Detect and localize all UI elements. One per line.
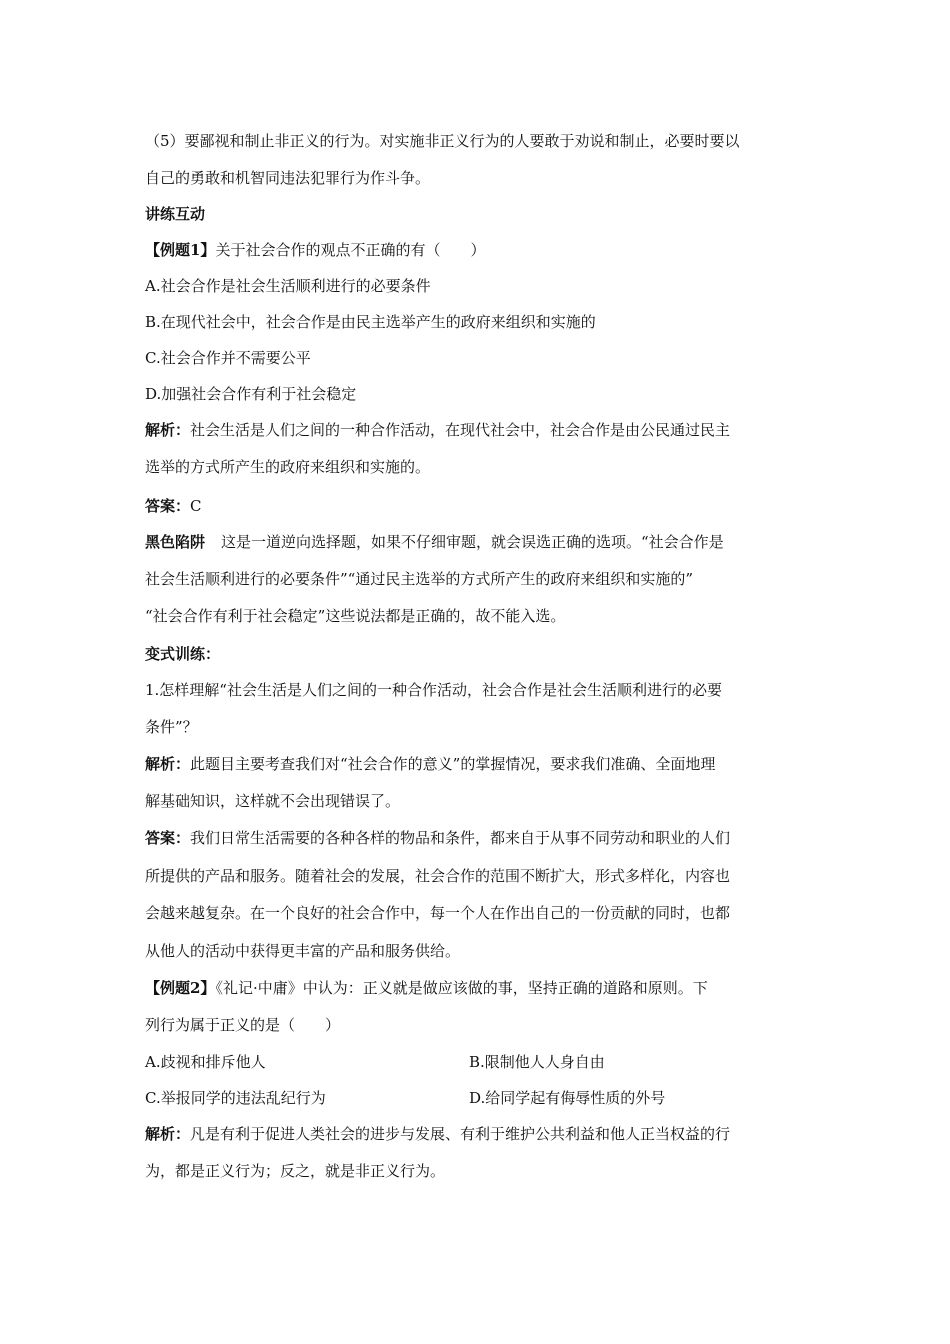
example1-answer	[145, 495, 202, 517]
example1-answer-label: 答案：	[145, 497, 191, 515]
variant-answer-label: 答案：	[145, 829, 191, 847]
example1-option-b: B.在现代社会中，社会合作是由民主选举产生的政府来组织和实施的	[145, 313, 596, 331]
variant-answer-text1: 我们日常生活需要的各种各样的物品和条件，都来自于从事不同劳动和职业的人们	[190, 829, 731, 847]
example1-answer-value: C	[190, 497, 202, 515]
item5-line1: （5）要鄙视和制止非正义的行为。对实施非正义行为的人要敢于劝说和制止，必要时要以	[145, 132, 740, 150]
variant-analysis-line2: 解基础知识，这样就不会出现错误了。	[145, 792, 401, 810]
example1-analysis-line1	[145, 419, 730, 441]
variant-analysis-text1: 此题目主要考查我们对“社会合作的意义”的掌握情况，要求我们准确、全面地理	[190, 755, 716, 773]
trap-line1	[145, 531, 724, 553]
example1-option-c: C.社会合作并不需要公平	[145, 349, 311, 367]
example2-analysis-line2: 为，都是正义行为；反之，就是非正义行为。	[145, 1162, 446, 1180]
example2-analysis-line1	[145, 1123, 730, 1145]
variant-answer-line1	[145, 827, 730, 849]
variant-answer-line2: 所提供的产品和服务。随着社会的发展，社会合作的范围不断扩大，形式多样化，内容也	[145, 867, 731, 885]
variant-answer-line4: 从他人的活动中获得更丰富的产品和服务供给。	[145, 942, 461, 960]
example2-option-c: C.举报同学的违法乱纪行为	[145, 1089, 326, 1107]
example2-option-b: B.限制他人人身自由	[469, 1053, 605, 1071]
item5-line2: 自己的勇敢和机智同违法犯罪行为作斗争。	[145, 169, 431, 187]
example2-analysis-text1: 凡是有利于促进人类社会的进步与发展、有利于维护公共利益和他人正当权益的行	[190, 1125, 731, 1143]
example2-question-text1: 《礼记·中庸》中认为：正义就是做应该做的事，坚持正确的道路和原则。下	[215, 979, 708, 997]
example2-label: 【例题2】	[145, 979, 216, 997]
section-title: 讲练互动	[145, 205, 206, 223]
example2-question-line1	[145, 977, 708, 999]
example2-analysis-label: 解析：	[145, 1125, 191, 1143]
trap-label: 黑色陷阱	[145, 533, 206, 551]
variant-q1-line2: 条件”？	[145, 718, 198, 736]
variant-answer-line3: 会越来越复杂。在一个良好的社会合作中，每一个人在作出自己的一份贡献的同时，也都	[145, 904, 731, 922]
example1-analysis-text1: 社会生活是人们之间的一种合作活动，在现代社会中，社会合作是由公民通过民主	[190, 421, 731, 439]
example1-option-d: D.加强社会合作有利于社会稳定	[145, 385, 357, 403]
example1-analysis-label: 解析：	[145, 421, 191, 439]
example1-analysis-line2: 选举的方式所产生的政府来组织和实施的。	[145, 458, 431, 476]
trap-line3: “社会合作有利于社会稳定”这些说法都是正确的，故不能入选。	[145, 607, 566, 625]
example2-option-d: D.给同学起有侮辱性质的外号	[469, 1089, 666, 1107]
variant-analysis-label: 解析：	[145, 755, 191, 773]
trap-text1: 这是一道逆向选择题，如果不仔细审题，就会误选正确的选项。“社会合作是	[221, 533, 724, 551]
example1-question	[145, 239, 485, 261]
example1-label: 【例题1】	[145, 241, 216, 259]
example2-question-line2: 列行为属于正义的是（ ）	[145, 1016, 341, 1034]
variant-title: 变式训练：	[145, 645, 221, 663]
trap-line2: 社会生活顺利进行的必要条件”“通过民主选举的方式所产生的政府来组织和实施的”	[145, 570, 694, 588]
variant-q1-line1: 1.怎样理解“社会生活是人们之间的一种合作活动，社会合作是社会生活顺利进行的必要	[145, 681, 722, 699]
example1-question-text: 关于社会合作的观点不正确的有（ ）	[215, 241, 486, 259]
example2-option-a: A.歧视和排斥他人	[145, 1053, 266, 1071]
variant-analysis-line1	[145, 753, 715, 775]
example1-option-a: A.社会合作是社会生活顺利进行的必要条件	[145, 277, 431, 295]
